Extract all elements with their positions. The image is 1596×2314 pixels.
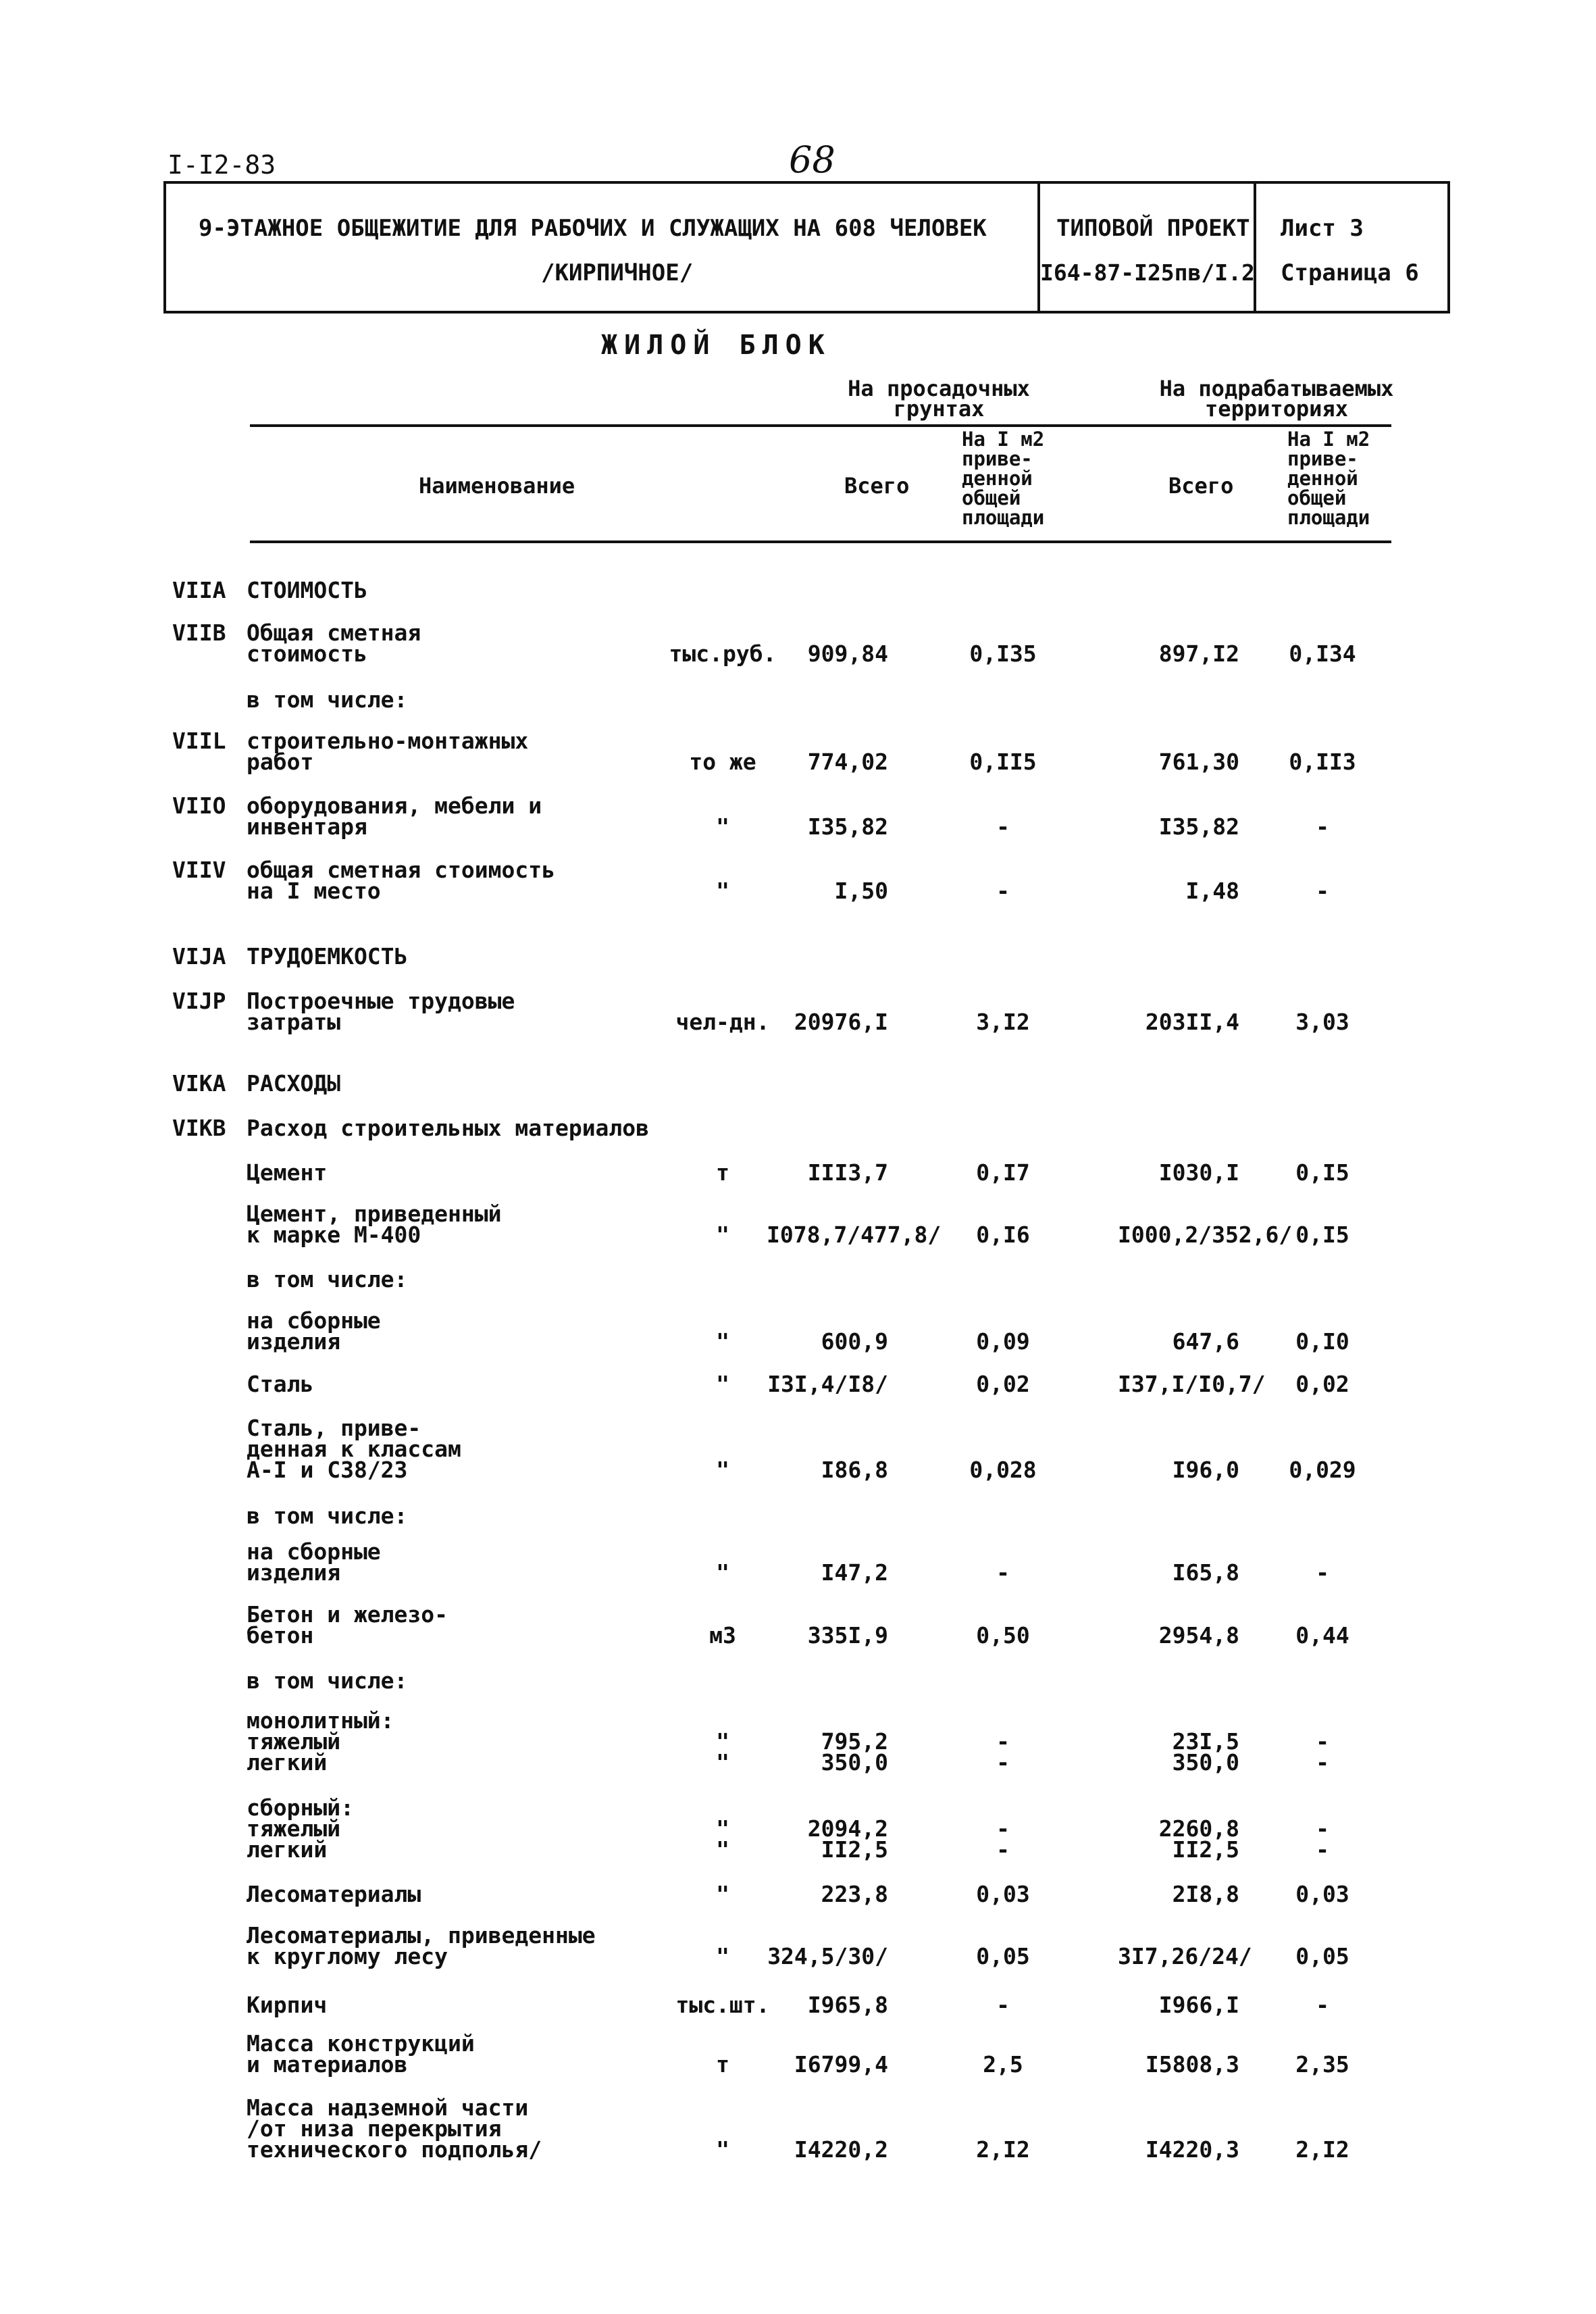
- row-name-line: сборный:: [247, 1794, 354, 1821]
- per-m2-soil-cell: 0,I35: [969, 640, 1037, 667]
- column-group-line: грунтах: [893, 396, 985, 422]
- row-name-line: Масса надземной части: [247, 2094, 529, 2121]
- total-territories-cell-line: 2260,8: [1158, 1815, 1239, 1842]
- row-name-line: технического подполья/: [247, 2136, 542, 2163]
- unit-cell: тыс.шт.: [675, 1992, 770, 2018]
- column-group-territories: [1121, 376, 1432, 422]
- per-m2-territories-cell: 0,I5: [1295, 1159, 1349, 1186]
- per-m2-soil-cell: 0,09: [976, 1328, 1030, 1355]
- row-name: [247, 2094, 542, 2163]
- row-name-line: ТРУДОЕМКОСТЬ: [247, 943, 408, 970]
- total-territories-cell: [1118, 1797, 1239, 1863]
- per-m2-soil-cell: 0,03: [976, 1881, 1030, 1907]
- row-code: VIKA: [172, 1070, 226, 1097]
- column-group-line: территориях: [1205, 396, 1348, 422]
- column-group-line: На просадочных: [848, 376, 1030, 401]
- total-territories-cell: 897,I2: [1158, 640, 1239, 667]
- per-m2-territories-cell: -: [1316, 813, 1329, 840]
- per-m2-territories-cell: 0,05: [1295, 1943, 1349, 1969]
- row-code: VIKB: [172, 1115, 226, 1141]
- row-name-line: к марке М-400: [247, 1222, 421, 1248]
- per-m2-territories-cell: 0,I5: [1295, 1222, 1349, 1248]
- total-territories-cell: 2954,8: [1158, 1622, 1239, 1649]
- total-soil-cell: III3,7: [807, 1159, 888, 1186]
- row-name-line: стоимость: [247, 640, 367, 667]
- sheet-number: Лист 3: [1281, 215, 1364, 242]
- title-block-divider: [1037, 184, 1040, 311]
- row-name-line: на сборные: [247, 1307, 381, 1334]
- per-m2-territories-cell: 0,02: [1295, 1371, 1349, 1397]
- row-name: [247, 1503, 408, 1529]
- row-name-line: Масса конструкций: [247, 2030, 475, 2057]
- per-m2-soil-cell-line: -: [996, 1749, 1010, 1776]
- row-name-line: строительно-монтажных: [247, 728, 529, 754]
- row-name: [247, 1266, 408, 1292]
- column-header-total-1: Всего: [844, 473, 910, 499]
- per-m2-territories-cell: 0,029: [1289, 1457, 1356, 1483]
- per-m2-territories-cell: 0,I0: [1295, 1328, 1349, 1355]
- page-number: 68: [789, 139, 835, 181]
- title-block-divider: [1254, 184, 1256, 311]
- per-m2-soil-cell-line: -: [996, 1836, 1010, 1863]
- total-soil-cell: 909,84: [807, 640, 888, 667]
- per-m2-territories-cell: 0,44: [1295, 1622, 1349, 1649]
- per-m2-territories-cell-line: -: [1316, 1749, 1329, 1776]
- row-name-line: в том числе:: [247, 1266, 408, 1292]
- row-name-line: на сборные: [247, 1538, 381, 1565]
- row-code: VIIA: [172, 577, 226, 603]
- row-name-line: Построечные трудовые: [247, 988, 515, 1014]
- unit-cell: ": [716, 1371, 729, 1397]
- total-territories-cell: I65,8: [1172, 1559, 1239, 1586]
- per-m2-soil-cell: 2,I2: [976, 2136, 1030, 2163]
- per-m2-soil-cell: -: [996, 1992, 1010, 2018]
- row-name-line: в том числе:: [247, 686, 408, 713]
- per-m2-territories-cell: 2,I2: [1295, 2136, 1349, 2163]
- total-territories-cell: I966,I: [1158, 1992, 1239, 2018]
- row-name-line: Расход строительных материалов: [247, 1115, 650, 1141]
- per-m2-soil-cell: 0,50: [976, 1622, 1030, 1649]
- column-header-line: На I м2: [1287, 428, 1370, 451]
- column-header-per-m2-2: [1287, 430, 1370, 528]
- unit-cell: ": [716, 1328, 729, 1355]
- per-m2-soil-cell: -: [996, 878, 1010, 904]
- row-name-line: Общая сметная: [247, 620, 421, 646]
- row-name-line: Лесоматериалы, приведенные: [247, 1922, 596, 1948]
- total-soil-cell: 223,8: [821, 1881, 888, 1907]
- total-soil-cell: 324,5/30/: [767, 1943, 888, 1969]
- row-name-line: легкий: [247, 1749, 328, 1776]
- total-territories-cell: I,48: [1185, 878, 1239, 904]
- total-territories-cell: 647,6: [1172, 1328, 1239, 1355]
- total-soil-cell: I3I,4/I8/: [767, 1371, 888, 1397]
- total-soil-cell: [767, 1797, 888, 1863]
- per-m2-soil-cell: 3,I2: [976, 1009, 1030, 1035]
- total-territories-cell: 203II,4: [1145, 1009, 1239, 1035]
- row-name-line: легкий: [247, 1836, 328, 1863]
- document-code: I-I2-83: [168, 150, 276, 180]
- column-header-total-2: Всего: [1168, 473, 1234, 499]
- row-name-line: изделия: [247, 1559, 341, 1586]
- per-m2-territories-cell: [1265, 1797, 1380, 1863]
- row-name-line: изделия: [247, 1328, 341, 1355]
- row-code: VIJA: [172, 943, 226, 970]
- per-m2-territories-cell-line: -: [1316, 1836, 1329, 1863]
- row-name-line: Кирпич: [247, 1992, 328, 2018]
- total-soil-cell: 335I,9: [807, 1622, 888, 1649]
- row-code: VIIO: [172, 793, 226, 819]
- per-m2-soil-cell-line: -: [996, 1728, 1010, 1755]
- per-m2-soil-cell: 0,I6: [976, 1222, 1030, 1248]
- per-m2-territories-cell-line: -: [1316, 1728, 1329, 1755]
- row-name: [247, 1922, 596, 1969]
- total-territories-cell: I35,82: [1158, 813, 1239, 840]
- header-title-line1: 9-ЭТАЖНОЕ ОБЩЕЖИТИЕ ДЛЯ РАБОЧИХ И СЛУЖАЩИХ НА 608 ЧЕЛОВЕК: [199, 215, 987, 242]
- row-name: [247, 1881, 421, 1907]
- row-name: [247, 1794, 354, 1863]
- total-soil-cell-line: 2094,2: [807, 1815, 888, 1842]
- column-header-line: площади: [1287, 506, 1370, 529]
- row-name-line: Цемент, приведенный: [247, 1201, 502, 1227]
- row-name: [247, 1667, 408, 1694]
- row-name: [247, 686, 408, 713]
- column-header-line: общей: [962, 486, 1021, 509]
- column-header-name: Наименование: [419, 473, 575, 499]
- total-soil-cell: I4220,2: [794, 2136, 888, 2163]
- row-name-line: А-I и С38/23: [247, 1457, 408, 1483]
- total-soil-cell: I,50: [834, 878, 888, 904]
- header-title-line2: /КИРПИЧНОЕ/: [541, 259, 694, 286]
- total-soil-cell-line: 795,2: [821, 1728, 888, 1755]
- total-soil-cell: [767, 1710, 888, 1776]
- row-code: VIIB: [172, 620, 226, 646]
- per-m2-soil-cell: 0,05: [976, 1943, 1030, 1969]
- per-m2-soil-cell: 0,028: [969, 1457, 1037, 1483]
- row-name-line: и материалов: [247, 2051, 408, 2078]
- total-territories-cell: I5808,3: [1145, 2051, 1239, 2078]
- header-rule-bottom: [250, 540, 1391, 543]
- row-name-line: к круглому лесу: [247, 1943, 448, 1969]
- total-territories-cell: [1118, 1710, 1239, 1776]
- row-name: [247, 1307, 381, 1355]
- row-name: [247, 1371, 314, 1397]
- total-territories-cell: 761,30: [1158, 749, 1239, 775]
- unit-cell: ": [716, 1559, 729, 1586]
- column-header-per-m2-1: [962, 430, 1044, 528]
- title-block: [163, 181, 1450, 313]
- row-name-line: Сталь, приве-: [247, 1415, 421, 1441]
- row-name: [247, 793, 542, 840]
- per-m2-territories-cell: 0,II3: [1289, 749, 1356, 775]
- row-code: VIJP: [172, 988, 226, 1014]
- row-code: VIIL: [172, 728, 226, 754]
- row-name-line: Лесоматериалы: [247, 1881, 421, 1907]
- unit-cell-line: ": [716, 1836, 729, 1863]
- row-name-line: инвентаря: [247, 813, 367, 840]
- per-m2-soil-cell: [946, 1797, 1060, 1863]
- total-soil-cell: 774,02: [807, 749, 888, 775]
- total-territories-cell: I030,I: [1158, 1159, 1239, 1186]
- row-name-line: Цемент: [247, 1159, 328, 1186]
- row-name-line: денная к классам: [247, 1436, 461, 1462]
- row-name: [247, 1201, 502, 1248]
- row-name-line: на I место: [247, 878, 381, 904]
- per-m2-territories-cell-line: -: [1316, 1815, 1329, 1842]
- column-header-line: денной: [1287, 467, 1358, 490]
- column-group-soil: [797, 376, 1081, 422]
- per-m2-territories-cell: 0,I34: [1289, 640, 1356, 667]
- total-soil-cell: I35,82: [807, 813, 888, 840]
- per-m2-soil-cell: -: [996, 813, 1010, 840]
- total-territories-cell: I37,I/I0,7/: [1118, 1371, 1266, 1397]
- row-name: [247, 1601, 448, 1649]
- row-name: [247, 1115, 650, 1141]
- column-group-line: На подрабатываемых: [1159, 376, 1394, 401]
- column-header-line: На I м2: [962, 428, 1045, 451]
- column-header-line: денной: [962, 467, 1033, 490]
- total-territories-cell-line: II2,5: [1172, 1836, 1239, 1863]
- unit-cell: ": [716, 1881, 729, 1907]
- per-m2-soil-cell: [946, 1710, 1060, 1776]
- row-name-line: /от низа перекрытия: [247, 2115, 502, 2142]
- row-name-line: в том числе:: [247, 1503, 408, 1529]
- column-header-line: общей: [1287, 486, 1347, 509]
- row-name: [247, 577, 367, 603]
- per-m2-territories-cell: 0,03: [1295, 1881, 1349, 1907]
- project-label: ТИПОВОЙ ПРОЕКТ: [1056, 215, 1250, 242]
- row-name-line: общая сметная стоимость: [247, 857, 555, 883]
- total-soil-cell: 20976,I: [794, 1009, 888, 1035]
- row-name: [247, 1070, 341, 1097]
- column-header-line: площади: [962, 506, 1045, 529]
- total-soil-cell: I965,8: [807, 1992, 888, 2018]
- project-number: I64-87-I25пв/I.2: [1040, 259, 1255, 286]
- total-territories-cell: I4220,3: [1145, 2136, 1239, 2163]
- column-header-line: приве-: [962, 447, 1033, 470]
- row-name-line: Бетон и железо-: [247, 1601, 448, 1628]
- row-name: [247, 1159, 328, 1186]
- row-name: [247, 988, 515, 1035]
- per-m2-soil-cell-line: -: [996, 1815, 1010, 1842]
- total-territories-cell: I000,2/352,6/: [1118, 1222, 1293, 1248]
- per-m2-territories-cell: -: [1316, 1992, 1329, 2018]
- unit-cell-line: ": [716, 1728, 729, 1755]
- row-code: VIIV: [172, 857, 226, 883]
- row-name: [247, 2030, 475, 2078]
- total-territories-cell-line: 23I,5: [1172, 1728, 1239, 1755]
- per-m2-soil-cell: 0,02: [976, 1371, 1030, 1397]
- total-soil-cell: I078,7/477,8/: [767, 1222, 942, 1248]
- row-name-line: работ: [247, 749, 314, 775]
- row-name-line: оборудования, мебели и: [247, 793, 542, 819]
- total-territories-cell-line: 350,0: [1172, 1749, 1239, 1776]
- per-m2-territories-cell: -: [1316, 1559, 1329, 1586]
- unit-cell: ": [716, 1943, 729, 1969]
- total-soil-cell-line: 350,0: [821, 1749, 888, 1776]
- unit-cell: т: [716, 2051, 729, 2078]
- total-territories-cell: I96,0: [1172, 1457, 1239, 1483]
- row-name: [247, 1415, 461, 1483]
- header-rule-sub: [959, 424, 1391, 426]
- per-m2-soil-cell: -: [996, 1559, 1010, 1586]
- per-m2-territories-cell: 3,03: [1295, 1009, 1349, 1035]
- per-m2-soil-cell: 2,5: [983, 2051, 1023, 2078]
- per-m2-territories-cell: -: [1316, 878, 1329, 904]
- per-m2-territories-cell: 2,35: [1295, 2051, 1349, 2078]
- row-name-line: в том числе:: [247, 1667, 408, 1694]
- unit-cell: м3: [709, 1622, 736, 1649]
- per-m2-soil-cell: 0,II5: [969, 749, 1037, 775]
- row-name-line: Сталь: [247, 1371, 314, 1397]
- total-soil-cell: 600,9: [821, 1328, 888, 1355]
- unit-cell: ": [716, 1222, 729, 1248]
- row-name: [247, 620, 421, 667]
- row-name: [247, 1707, 394, 1776]
- row-name: [247, 943, 408, 970]
- row-name-line: тяжелый: [247, 1815, 341, 1842]
- row-name-line: монолитный:: [247, 1707, 394, 1734]
- section-title: ЖИЛОЙ БЛОК: [601, 330, 831, 361]
- total-soil-cell: I86,8: [821, 1457, 888, 1483]
- unit-cell: ": [716, 878, 729, 904]
- column-header-line: приве-: [1287, 447, 1358, 470]
- page-label: Страница 6: [1281, 259, 1419, 286]
- unit-cell: ": [716, 2136, 729, 2163]
- row-name: [247, 1538, 381, 1586]
- total-soil-cell: I47,2: [821, 1559, 888, 1586]
- row-name: [247, 1992, 328, 2018]
- unit-cell-line: ": [716, 1749, 729, 1776]
- total-territories-cell: 3I7,26/24/: [1118, 1943, 1252, 1969]
- row-name-line: СТОИМОСТЬ: [247, 577, 367, 603]
- unit-cell: тыс.руб.: [669, 640, 777, 667]
- unit-cell: ": [716, 813, 729, 840]
- row-name-line: затраты: [247, 1009, 341, 1035]
- per-m2-soil-cell: 0,I7: [976, 1159, 1030, 1186]
- unit-cell: ": [716, 1457, 729, 1483]
- unit-cell: т: [716, 1159, 729, 1186]
- unit-cell: чел-дн.: [675, 1009, 770, 1035]
- unit-cell-line: ": [716, 1815, 729, 1842]
- per-m2-territories-cell: [1265, 1710, 1380, 1776]
- row-name-line: тяжелый: [247, 1728, 341, 1755]
- row-name-line: бетон: [247, 1622, 314, 1649]
- row-name: [247, 728, 529, 775]
- total-territories-cell: 2I8,8: [1172, 1881, 1239, 1907]
- total-soil-cell-line: II2,5: [821, 1836, 888, 1863]
- unit-cell: то же: [689, 749, 756, 775]
- row-name: [247, 857, 555, 904]
- total-soil-cell: I6799,4: [794, 2051, 888, 2078]
- row-name-line: РАСХОДЫ: [247, 1070, 341, 1097]
